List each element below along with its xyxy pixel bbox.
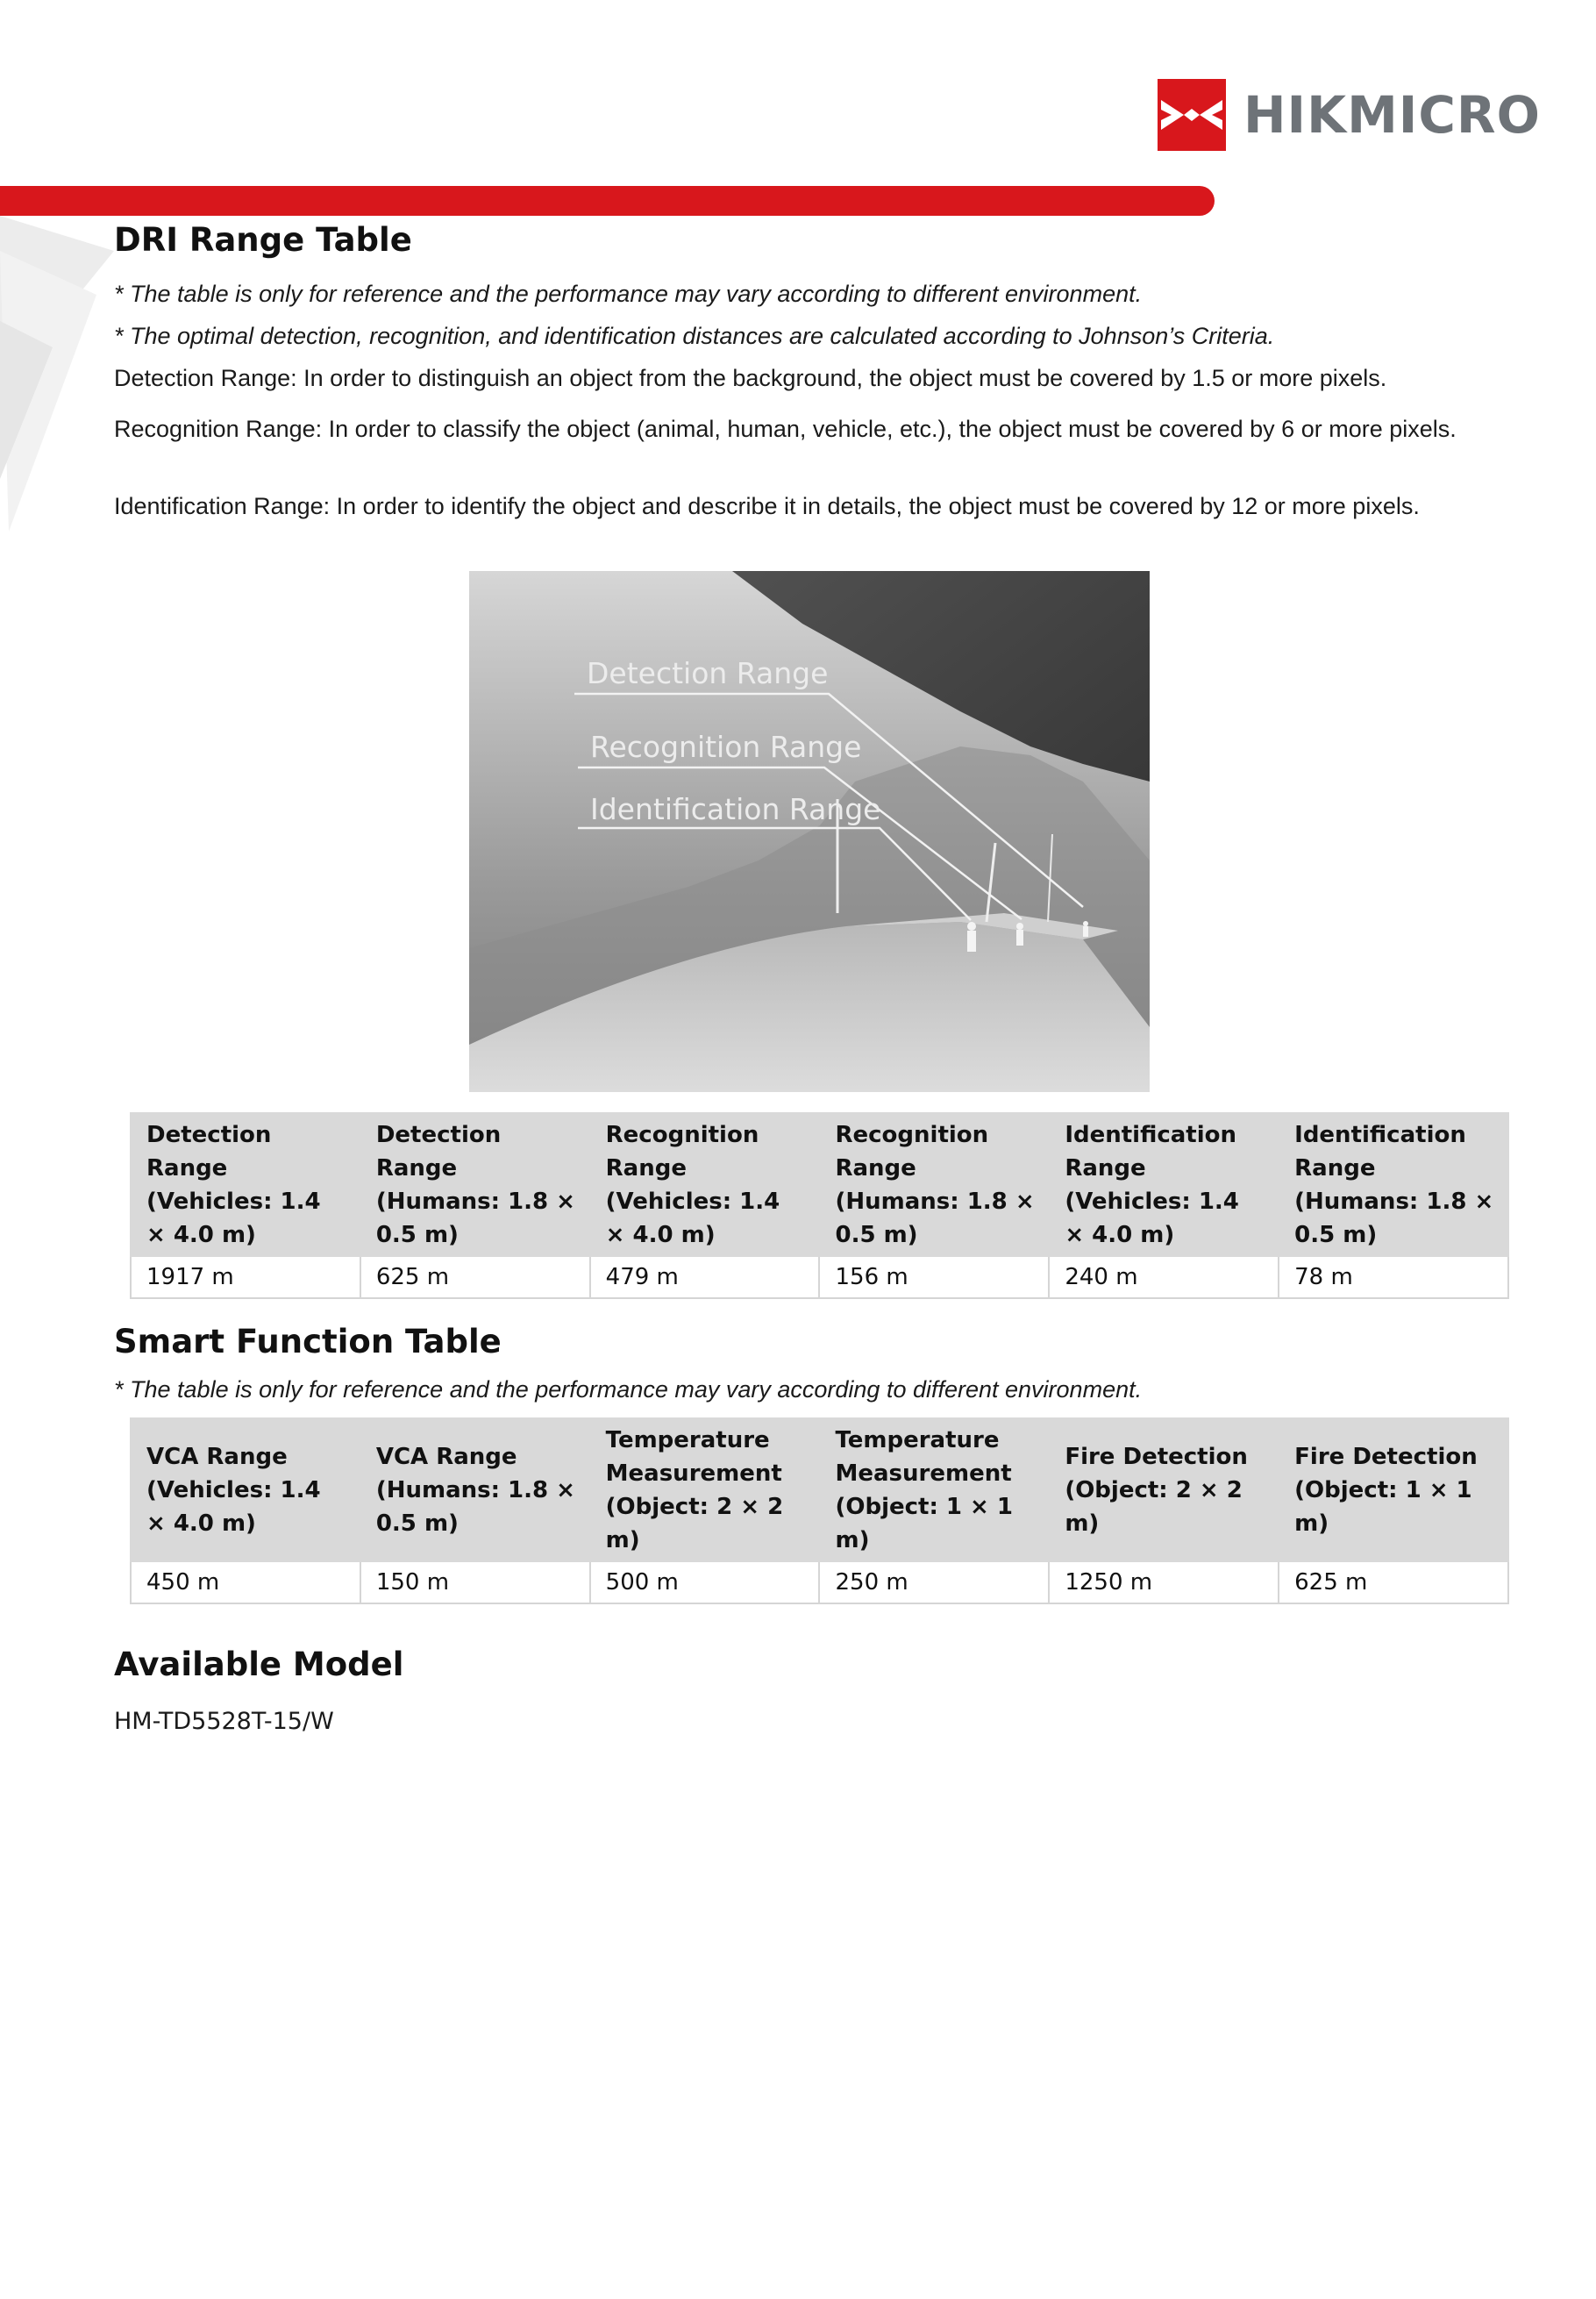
brand-logo bbox=[1158, 79, 1541, 151]
dri-section-title: DRI Range Table bbox=[114, 221, 412, 259]
table-cell: 156 m bbox=[819, 1256, 1049, 1298]
table-cell: 500 m bbox=[590, 1561, 820, 1603]
available-model-title: Available Model bbox=[114, 1646, 404, 1683]
table-header-cell: Detection Range (Vehicles: 1.4 × 4.0 m) bbox=[131, 1113, 360, 1256]
table-cell: 1250 m bbox=[1049, 1561, 1279, 1603]
detection-range-label: Detection Range bbox=[587, 656, 829, 690]
table-header-row bbox=[131, 1113, 1508, 1256]
hikmicro-logo-icon bbox=[1158, 79, 1226, 151]
table-header-cell: Identification Range (Vehicles: 1.4 × 4.0 m) bbox=[1049, 1113, 1279, 1256]
table-header-cell: Fire Detection (Object: 1 × 1 m) bbox=[1279, 1418, 1508, 1561]
thermal-dri-illustration bbox=[469, 571, 1150, 1092]
table-header-cell: VCA Range (Humans: 1.8 × 0.5 m) bbox=[360, 1418, 590, 1561]
recognition-range-definition: Recognition Range: In order to classify the object (animal, human, vehicle, etc.), the object must be covered by 6 or more pixels. bbox=[114, 416, 1457, 442]
table-cell: 625 m bbox=[360, 1256, 590, 1298]
table-cell: 78 m bbox=[1279, 1256, 1508, 1298]
header-accent-bar bbox=[0, 186, 1215, 216]
table-header-cell: VCA Range (Vehicles: 1.4 × 4.0 m) bbox=[131, 1418, 360, 1561]
table-row bbox=[131, 1256, 1508, 1298]
model-number: HM-TD5528T-15/W bbox=[114, 1708, 334, 1735]
table-cell: 450 m bbox=[131, 1561, 360, 1603]
recognition-range-label: Recognition Range bbox=[590, 730, 862, 764]
table-header-row bbox=[131, 1418, 1508, 1561]
table-header-cell: Detection Range (Humans: 1.8 × 0.5 m) bbox=[360, 1113, 590, 1256]
table-cell: 150 m bbox=[360, 1561, 590, 1603]
table-header-cell: Identification Range (Humans: 1.8 × 0.5 m) bbox=[1279, 1113, 1508, 1256]
table-row bbox=[131, 1561, 1508, 1603]
smart-function-note: * The table is only for reference and the performance may vary according to different environment. bbox=[114, 1376, 1143, 1403]
table-cell: 240 m bbox=[1049, 1256, 1279, 1298]
decorative-triangles bbox=[0, 216, 114, 540]
table-cell: 1917 m bbox=[131, 1256, 360, 1298]
identification-range-definition: Identification Range: In order to identify the object and describe it in details, the object must be covered by 12 or more pixels. bbox=[114, 493, 1420, 519]
dri-note-1: * The table is only for reference and the performance may vary according to different environment. bbox=[114, 281, 1143, 307]
table-header-cell: Temperature Measurement (Object: 2 × 2 m) bbox=[590, 1418, 820, 1561]
smart-function-section-title: Smart Function Table bbox=[114, 1323, 502, 1360]
table-header-cell: Fire Detection (Object: 2 × 2 m) bbox=[1049, 1418, 1279, 1561]
table-header-cell: Temperature Measurement (Object: 1 × 1 m) bbox=[819, 1418, 1049, 1561]
table-header-cell: Recognition Range (Humans: 1.8 × 0.5 m) bbox=[819, 1113, 1049, 1256]
brand-name: HIKMICRO bbox=[1243, 85, 1541, 145]
table-cell: 479 m bbox=[590, 1256, 820, 1298]
dri-note-2: * The optimal detection, recognition, and identification distances are calculated according to Johnson’s Criteria. bbox=[114, 323, 1275, 349]
detection-range-definition: Detection Range: In order to distinguish an object from the background, the object must be covered by 1.5 or more pixels. bbox=[114, 365, 1387, 391]
smart-function-table bbox=[130, 1417, 1509, 1604]
dri-range-table bbox=[130, 1112, 1509, 1299]
table-cell: 625 m bbox=[1279, 1561, 1508, 1603]
table-header-cell: Recognition Range (Vehicles: 1.4 × 4.0 m) bbox=[590, 1113, 820, 1256]
identification-range-label: Identification Range bbox=[590, 792, 881, 826]
table-cell: 250 m bbox=[819, 1561, 1049, 1603]
